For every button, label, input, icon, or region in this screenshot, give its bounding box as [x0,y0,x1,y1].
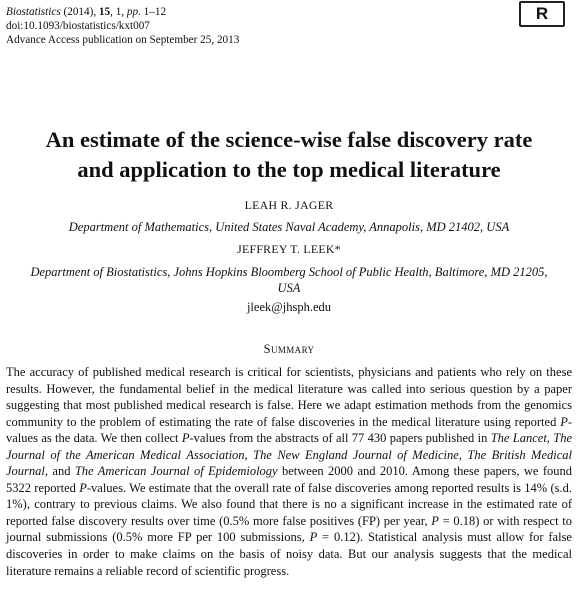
p-symbol: P [431,513,439,528]
p-symbol: P [181,431,190,446]
author-affiliation-continued: USA [277,281,301,295]
abstract-segment: -values as the data. We then collect [6,414,572,446]
summary-heading: Summary [263,342,315,356]
p-symbol: P [309,530,318,545]
citation-pages: 1–12 [140,6,167,18]
journal-title: The Lancet [490,431,547,446]
abstract-segment: , [458,447,468,462]
advance-access-line: Advance Access publication on September 25, 2013 [6,34,240,46]
author-name: JEFFREY T. LEEK* [237,242,341,256]
citation-header [6,5,239,47]
journal-title: The American Journal of Epidemiology [74,464,278,479]
abstract-segment: , [244,447,254,462]
abstract-segment: = 0.12). Statistical analysis must allow for false discoveries in order to make claims on the basis of noisy data. But our analysis suggests that the medical literature remains a reliable record of scientific progress. [6,530,572,578]
abstract-segment: The accuracy of published medical research is critical for scientists, physicians and patients who rely on these results. However, the fundamental belief in the medical literature was called into serious question by a paper suggesting that most published medical research is false. Here we adapt estimation methods from the genomics community to the problem of estimating the rate of false discoveries in the medical literature using reported [6,365,572,429]
abstract-segment: between 2000 and 2010. Among these papers, we found 5322 reported [6,464,572,495]
p-symbol: P [560,414,568,429]
citation-year: (2014), [60,6,99,18]
doi-line: doi:10.1093/biostatistics/kxt007 [6,20,150,32]
journal-name: Biostatistics [6,6,61,18]
citation-pages-label: pp. [126,6,141,18]
citation-line [6,5,239,19]
abstract-segment: , and [44,464,75,479]
citation-issue: , 1, [110,6,127,18]
abstract-segment: , [546,431,554,446]
p-symbol: P [79,480,87,495]
title-line-1: An estimate of the science-wise false discovery rate [45,127,533,152]
title-line-2: and application to the top medical literature [77,157,501,182]
article-type-badge: R [519,1,565,27]
author-email: jleek@jhsph.edu [246,300,332,314]
abstract-segment: -values. We estimate that the overall rate of false discoveries among reported results is 14% (s.d. 1%), contrary to previous claims. We also found that there is no a significant increase in the estimated rate of reported false discovery results over time (0.5% more false positives (FP) per year, [6,480,572,528]
citation-volume: 15 [98,6,111,18]
author-name: LEAH R. JAGER [244,198,334,212]
paper-title [0,125,578,185]
abstract-segment: = 0.18) or with respect to journal submissions (0.5% more FP per 100 submissions, [6,513,572,545]
author-affiliation: Department of Biostatistics, Johns Hopkins Bloomberg School of Public Health, Baltimore, MD 21205, [30,265,548,279]
author-affiliation: Department of Mathematics, United States Naval Academy, Annapolis, MD 21402, USA [68,220,510,234]
abstract-text [6,364,572,579]
journal-title: The Journal of the American Medical Association [6,431,573,462]
journal-title: The New England Journal of Medicine [253,447,459,462]
journal-title: The British Medical Journal [6,447,573,479]
abstract-segment: -values from the abstracts of all 77 430 papers published in [189,431,491,446]
